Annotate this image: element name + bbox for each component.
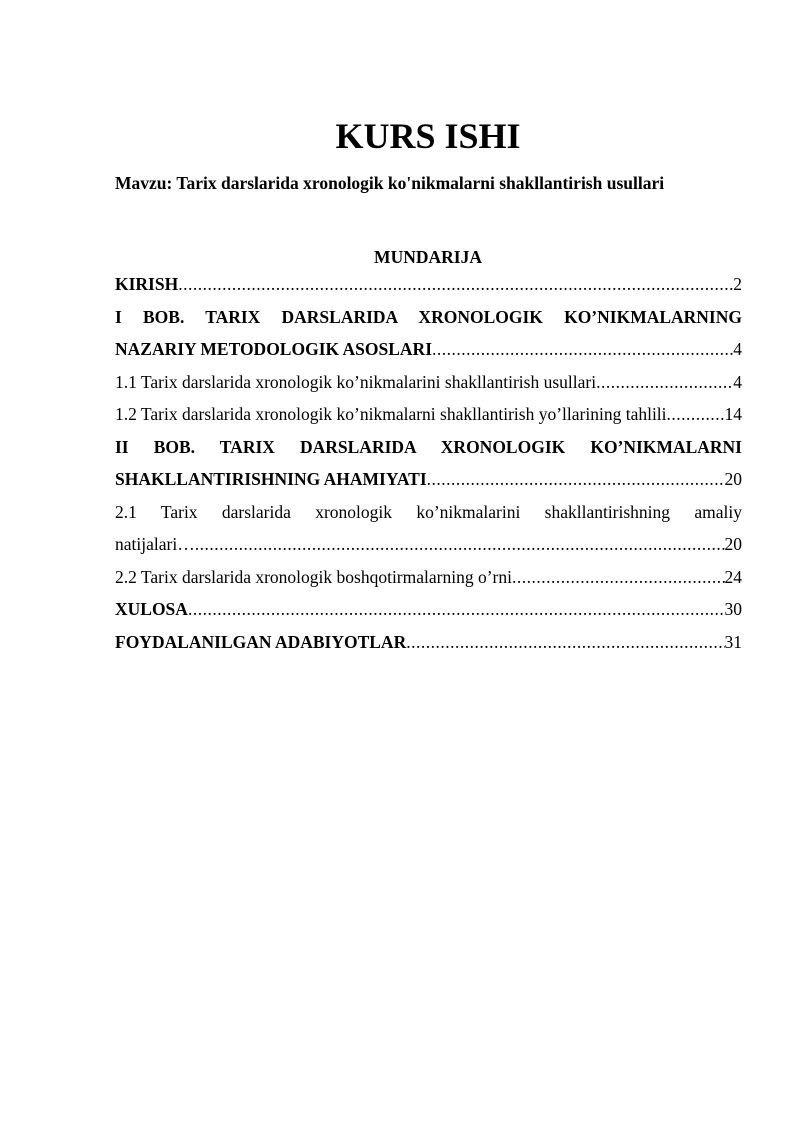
- toc-page-number: 4: [733, 339, 742, 359]
- toc-page-number: 30: [724, 599, 742, 619]
- toc-entry-xulosa[interactable]: [115, 593, 742, 626]
- toc-entry-label: NAZARIY METODOLOGIK ASOSLARI: [115, 339, 433, 359]
- toc-entry-1-2[interactable]: [115, 398, 742, 431]
- toc-entry-bob2-line1[interactable]: II BOB. TARIX DARSLARIDA XRONOLOGIK KO’NIKMALARNI: [115, 436, 742, 457]
- toc-entry-bob2[interactable]: [115, 463, 742, 496]
- toc-entry-label: SHAKLLANTIRISHNING AHAMIYATI: [115, 469, 427, 489]
- toc-dot-leader: [406, 626, 724, 659]
- toc-dot-leader: [596, 366, 733, 399]
- toc-page-number: 20: [724, 469, 742, 489]
- toc-page-number: 31: [724, 631, 742, 652]
- toc-entry-label: XULOSA: [115, 599, 188, 619]
- toc-heading: MUNDARIJA: [374, 247, 482, 267]
- toc-entry-label: 1.2 Tarix darslarida xronologik ko’nikmalarni shakllantirish yo’llarining tahlili: [115, 404, 667, 424]
- toc-entry-2-1[interactable]: [115, 528, 742, 561]
- toc-page-number: 2: [733, 274, 742, 294]
- document-subject: Mavzu: Tarix darslarida xronologik ko'nikmalarni shakllantirish usullari: [115, 173, 665, 193]
- toc-dot-leader: [512, 561, 725, 594]
- toc-entry-2-2[interactable]: [115, 561, 742, 594]
- toc-entry-2-1-line1[interactable]: 2.1 Tarix darslarida xronologik ko’nikmalarini shakllantirishning amaliy: [115, 501, 742, 522]
- toc-page-number: 4: [733, 371, 742, 392]
- toc-page-number: 14: [724, 404, 742, 424]
- toc-page-number: 20: [724, 534, 742, 554]
- toc-entry-label: natijalari…: [115, 534, 195, 554]
- toc-page-number: 24: [724, 566, 742, 587]
- toc-dot-leader: [188, 593, 725, 626]
- toc-dot-leader: [195, 528, 725, 561]
- toc-dot-leader: [667, 398, 725, 431]
- toc-entry-label: 1.1 Tarix darslarida xronologik ko’nikmalarini shakllantirish usullari: [115, 371, 597, 392]
- toc-entry-label: 2.2 Tarix darslarida xronologik boshqotirmalarning o’rni: [115, 566, 512, 587]
- toc-entry-1-1[interactable]: [115, 366, 742, 399]
- toc-entry-bob1[interactable]: [115, 333, 742, 366]
- toc-dot-leader: [427, 463, 725, 496]
- toc-dot-leader: [432, 333, 733, 366]
- toc-entry-label: KIRISH: [115, 274, 179, 294]
- toc-entry-adabiyotlar[interactable]: [115, 626, 742, 659]
- toc-entry-bob1-line1[interactable]: I BOB. TARIX DARSLARIDA XRONOLOGIK KO’NIKMALARNING: [115, 306, 742, 327]
- table-of-contents: [115, 268, 742, 658]
- toc-entry-kirish[interactable]: [115, 268, 742, 301]
- toc-entry-label: FOYDALANILGAN ADABIYOTLAR: [115, 631, 407, 652]
- toc-dot-leader: [178, 268, 733, 301]
- document-title: KURS ISHI: [335, 116, 521, 156]
